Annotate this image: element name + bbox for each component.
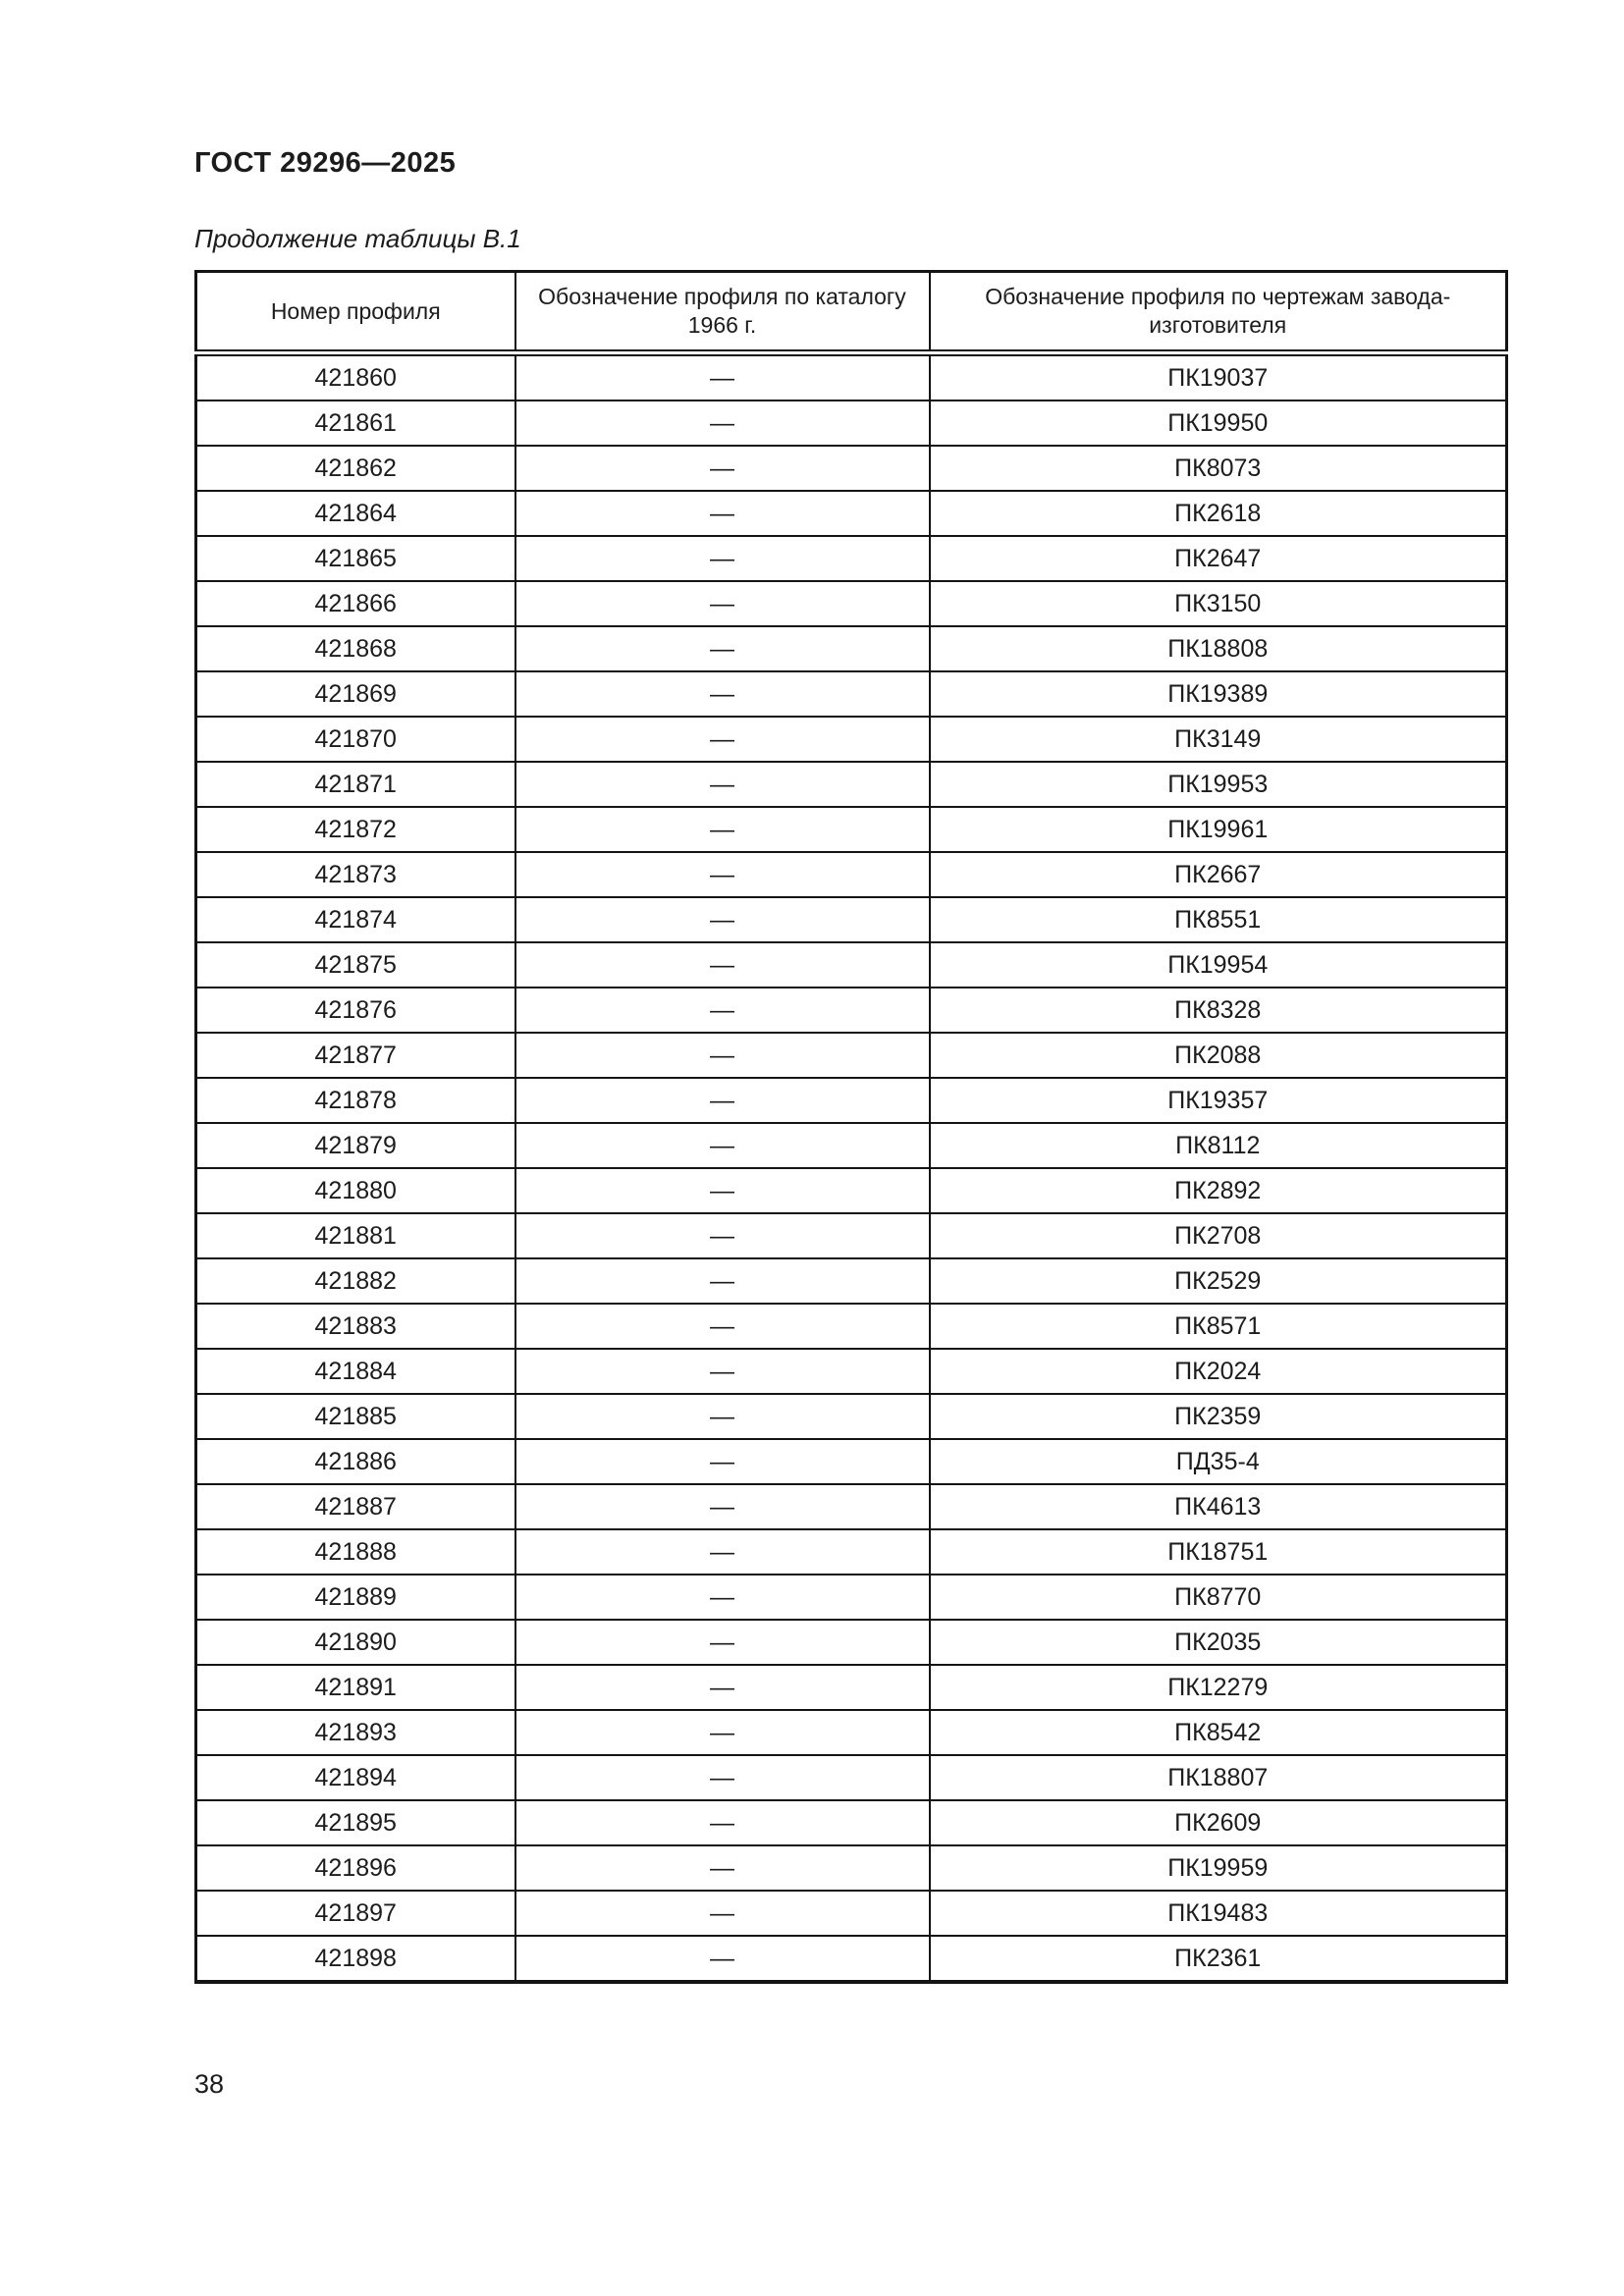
profile-number-cell: 421862	[196, 446, 515, 491]
profile-number-cell: 421889	[196, 1575, 515, 1620]
table-row	[196, 1213, 1507, 1258]
factory-designation-cell: ПК18807	[930, 1755, 1507, 1800]
table-row	[196, 1033, 1507, 1078]
profile-number-cell: 421884	[196, 1349, 515, 1394]
profile-number-cell: 421871	[196, 762, 515, 807]
table-row	[196, 1800, 1507, 1845]
catalog-designation-cell: —	[515, 491, 930, 536]
table-row	[196, 1845, 1507, 1891]
table-row	[196, 1665, 1507, 1710]
table-row	[196, 536, 1507, 581]
catalog-designation-cell: —	[515, 1620, 930, 1665]
factory-designation-cell: ПК2708	[930, 1213, 1507, 1258]
factory-designation-cell: ПК19961	[930, 807, 1507, 852]
table-row	[196, 353, 1507, 401]
factory-designation-cell: ПД35-4	[930, 1439, 1507, 1484]
table-row	[196, 626, 1507, 671]
catalog-designation-cell: —	[515, 1168, 930, 1213]
table-header-row	[196, 272, 1507, 353]
factory-designation-cell: ПК2529	[930, 1258, 1507, 1304]
profile-number-cell: 421877	[196, 1033, 515, 1078]
table-row	[196, 1484, 1507, 1529]
table-row	[196, 1575, 1507, 1620]
factory-designation-cell: ПК2667	[930, 852, 1507, 897]
profile-number-cell: 421876	[196, 988, 515, 1033]
catalog-designation-cell: —	[515, 762, 930, 807]
profile-number-cell: 421866	[196, 581, 515, 626]
table-continuation-caption: Продолжение таблицы В.1	[194, 224, 521, 253]
catalog-designation-cell: —	[515, 852, 930, 897]
factory-designation-cell: ПК8112	[930, 1123, 1507, 1168]
table-row	[196, 1710, 1507, 1755]
document-number: ГОСТ 29296—2025	[194, 147, 457, 179]
table-row	[196, 671, 1507, 717]
factory-designation-cell: ПК3149	[930, 717, 1507, 762]
factory-designation-cell: ПК18808	[930, 626, 1507, 671]
factory-designation-cell: ПК19950	[930, 400, 1507, 446]
profile-number-cell: 421890	[196, 1620, 515, 1665]
profile-number-cell: 421897	[196, 1891, 515, 1936]
catalog-designation-cell: —	[515, 1484, 930, 1529]
catalog-designation-cell: —	[515, 807, 930, 852]
profile-number-cell: 421885	[196, 1394, 515, 1439]
profile-number-cell: 421873	[196, 852, 515, 897]
factory-designation-cell: ПК12279	[930, 1665, 1507, 1710]
profile-number-cell: 421896	[196, 1845, 515, 1891]
profile-number-cell: 421860	[196, 353, 515, 401]
catalog-designation-cell: —	[515, 717, 930, 762]
factory-designation-cell: ПК19483	[930, 1891, 1507, 1936]
profile-number-cell: 421878	[196, 1078, 515, 1123]
factory-designation-cell: ПК2088	[930, 1033, 1507, 1078]
table-row	[196, 1078, 1507, 1123]
factory-designation-cell: ПК19959	[930, 1845, 1507, 1891]
catalog-designation-cell: —	[515, 1529, 930, 1575]
profile-number-cell: 421874	[196, 897, 515, 942]
table-row	[196, 1891, 1507, 1936]
catalog-designation-cell: —	[515, 1033, 930, 1078]
profile-number-cell: 421887	[196, 1484, 515, 1529]
table-row	[196, 1168, 1507, 1213]
column-header-profile-number: Номер профиля	[196, 272, 515, 353]
catalog-designation-cell: —	[515, 1394, 930, 1439]
factory-designation-cell: ПК3150	[930, 581, 1507, 626]
profile-number-cell: 421861	[196, 400, 515, 446]
factory-designation-cell: ПК2647	[930, 536, 1507, 581]
table-row	[196, 1620, 1507, 1665]
catalog-designation-cell: —	[515, 942, 930, 988]
profile-number-cell: 421868	[196, 626, 515, 671]
profile-number-cell: 421875	[196, 942, 515, 988]
factory-designation-cell: ПК2024	[930, 1349, 1507, 1394]
catalog-designation-cell: —	[515, 1349, 930, 1394]
factory-designation-cell: ПК8328	[930, 988, 1507, 1033]
catalog-designation-cell: —	[515, 1710, 930, 1755]
factory-designation-cell: ПК19389	[930, 671, 1507, 717]
table-row	[196, 1304, 1507, 1349]
catalog-designation-cell: —	[515, 1304, 930, 1349]
catalog-designation-cell: —	[515, 1936, 930, 1982]
table-row	[196, 491, 1507, 536]
table-row	[196, 1755, 1507, 1800]
catalog-designation-cell: —	[515, 1845, 930, 1891]
catalog-designation-cell: —	[515, 581, 930, 626]
table-row	[196, 400, 1507, 446]
factory-designation-cell: ПК19357	[930, 1078, 1507, 1123]
page-number: 38	[194, 2069, 225, 2099]
table-row	[196, 581, 1507, 626]
catalog-designation-cell: —	[515, 1123, 930, 1168]
catalog-designation-cell: —	[515, 671, 930, 717]
catalog-designation-cell: —	[515, 1078, 930, 1123]
catalog-designation-cell: —	[515, 988, 930, 1033]
profile-number-cell: 421898	[196, 1936, 515, 1982]
profile-number-cell: 421865	[196, 536, 515, 581]
factory-designation-cell: ПК8571	[930, 1304, 1507, 1349]
catalog-designation-cell: —	[515, 626, 930, 671]
table-row	[196, 1349, 1507, 1394]
table-row	[196, 807, 1507, 852]
table-row	[196, 762, 1507, 807]
factory-designation-cell: ПК2359	[930, 1394, 1507, 1439]
factory-designation-cell: ПК4613	[930, 1484, 1507, 1529]
profile-number-cell: 421869	[196, 671, 515, 717]
table-row	[196, 942, 1507, 988]
profile-number-cell: 421886	[196, 1439, 515, 1484]
table-row	[196, 717, 1507, 762]
profile-number-cell: 421882	[196, 1258, 515, 1304]
profile-number-cell: 421880	[196, 1168, 515, 1213]
table-body	[196, 353, 1507, 1983]
catalog-designation-cell: —	[515, 1665, 930, 1710]
profile-number-cell: 421881	[196, 1213, 515, 1258]
catalog-designation-cell: —	[515, 1213, 930, 1258]
catalog-designation-cell: —	[515, 897, 930, 942]
table-row	[196, 852, 1507, 897]
catalog-designation-cell: —	[515, 353, 930, 401]
table-row	[196, 1123, 1507, 1168]
catalog-designation-cell: —	[515, 1258, 930, 1304]
profile-number-cell: 421888	[196, 1529, 515, 1575]
factory-designation-cell: ПК8551	[930, 897, 1507, 942]
profile-number-cell: 421891	[196, 1665, 515, 1710]
factory-designation-cell: ПК2618	[930, 491, 1507, 536]
factory-designation-cell: ПК18751	[930, 1529, 1507, 1575]
profile-number-cell: 421879	[196, 1123, 515, 1168]
table-header	[196, 272, 1507, 353]
profile-number-cell: 421872	[196, 807, 515, 852]
column-header-factory-designation: Обозначение профиля по чертежам завода-изготовителя	[930, 272, 1507, 353]
table-row	[196, 1394, 1507, 1439]
factory-designation-cell: ПК2609	[930, 1800, 1507, 1845]
factory-designation-cell: ПК2892	[930, 1168, 1507, 1213]
factory-designation-cell: ПК19954	[930, 942, 1507, 988]
factory-designation-cell: ПК19953	[930, 762, 1507, 807]
table-row	[196, 1439, 1507, 1484]
catalog-designation-cell: —	[515, 1439, 930, 1484]
catalog-designation-cell: —	[515, 446, 930, 491]
profile-number-cell: 421864	[196, 491, 515, 536]
table-row	[196, 446, 1507, 491]
profile-number-cell: 421895	[196, 1800, 515, 1845]
factory-designation-cell: ПК2361	[930, 1936, 1507, 1982]
table-row	[196, 1258, 1507, 1304]
catalog-designation-cell: —	[515, 400, 930, 446]
catalog-designation-cell: —	[515, 1755, 930, 1800]
factory-designation-cell: ПК8542	[930, 1710, 1507, 1755]
table-row	[196, 1529, 1507, 1575]
factory-designation-cell: ПК19037	[930, 353, 1507, 401]
catalog-designation-cell: —	[515, 1800, 930, 1845]
profile-number-cell: 421893	[196, 1710, 515, 1755]
profile-number-cell: 421894	[196, 1755, 515, 1800]
profile-number-cell: 421870	[196, 717, 515, 762]
factory-designation-cell: ПК2035	[930, 1620, 1507, 1665]
table-row	[196, 988, 1507, 1033]
catalog-designation-cell: —	[515, 536, 930, 581]
table-row	[196, 897, 1507, 942]
profile-number-cell: 421883	[196, 1304, 515, 1349]
factory-designation-cell: ПК8073	[930, 446, 1507, 491]
column-header-catalog-designation: Обозначение профиля по каталогу 1966 г.	[515, 272, 930, 353]
profiles-table	[194, 270, 1508, 1984]
factory-designation-cell: ПК8770	[930, 1575, 1507, 1620]
catalog-designation-cell: —	[515, 1891, 930, 1936]
table-row	[196, 1936, 1507, 1982]
catalog-designation-cell: —	[515, 1575, 930, 1620]
